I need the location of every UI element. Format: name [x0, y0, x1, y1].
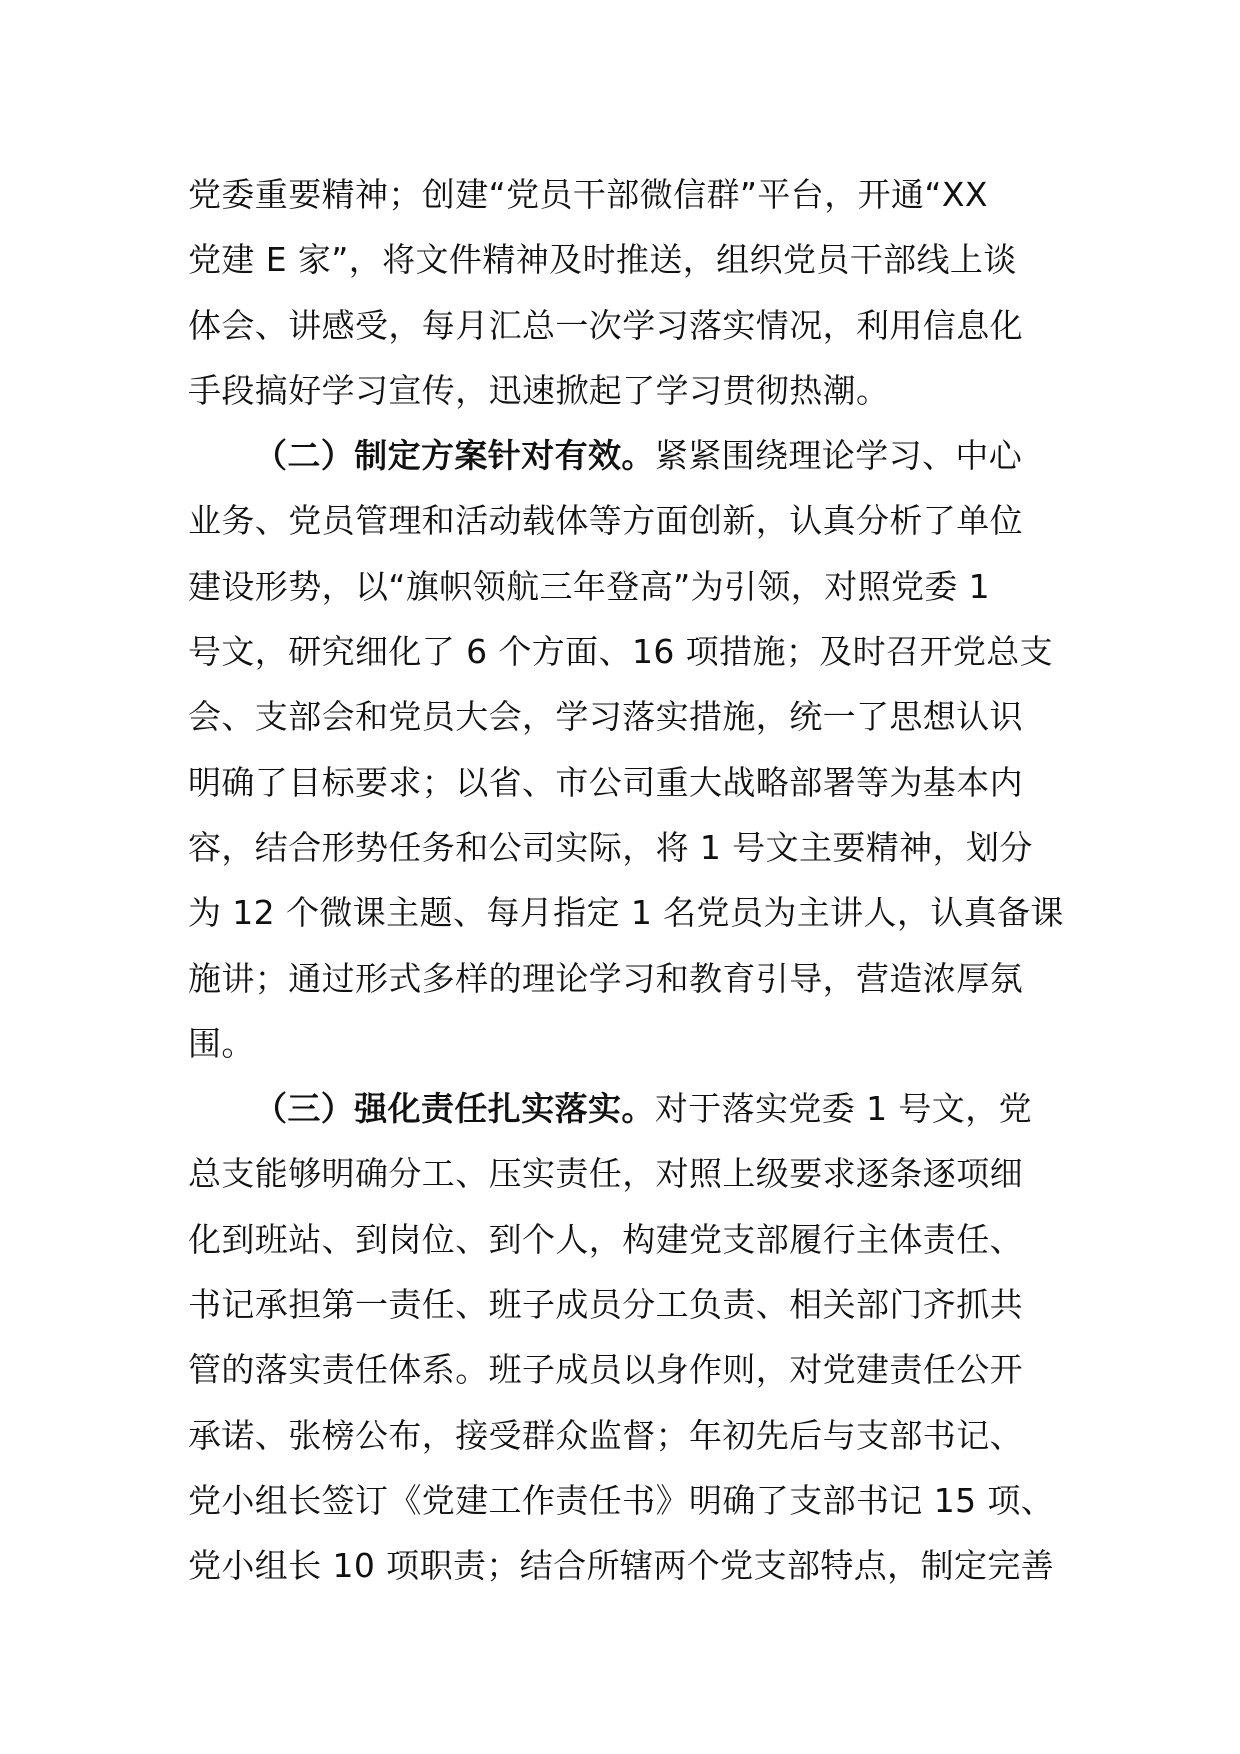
section3-line: 党小组长签订《党建工作责任书》明确了支部书记 15 项、	[188, 1480, 1055, 1520]
section3-first-line	[188, 1076, 1048, 1141]
intro-line: 体会、讲感受，每月汇总一次学习落实情况，利用信息化	[188, 305, 1023, 345]
section2-line: 号文，研究细化了 6 个方面、16 项措施；及时召开党总支	[188, 632, 1054, 672]
section2-first-line-text: 紧紧围绕理论学习、中心	[654, 436, 1023, 476]
intro-line: 党委重要精神；创建“党员干部微信群”平台，开通“XX	[188, 175, 988, 214]
section3-heading: （三）强化责任扎实落实。	[254, 1089, 655, 1129]
section3-line: 管的落实责任体系。班子成员以身作则，对党建责任公开	[188, 1350, 1023, 1390]
section2-heading: （二）制定方案针对有效。	[254, 436, 655, 476]
section3-line: 书记承担第一责任、班子成员分工负责、相关部门齐抓共	[188, 1285, 1023, 1325]
section3-line: 化到班站、到岗位、到个人，构建党支部履行主体责任、	[188, 1219, 1023, 1259]
section3-line: 党小组长 10 项职责；结合所辖两个党支部特点，制定完善	[188, 1546, 1055, 1586]
section3-line: 承诺、张榜公布，接受群众监督；年初先后与支部书记、	[188, 1415, 1023, 1455]
section2-line: 明确了目标要求；以省、市公司重大战略部署等为基本内	[188, 762, 1023, 802]
section3-line: 总支能够明确分工、压实责任，对照上级要求逐条逐项细	[188, 1154, 1023, 1194]
section3-first-line-text: 对于落实党委 1 号文，党	[654, 1089, 1032, 1129]
intro-line: 党建 E 家”，将文件精神及时推送，组织党员干部线上谈	[188, 240, 1017, 280]
section2-line: 围。	[188, 1023, 255, 1063]
section2-first-line	[188, 423, 1048, 488]
intro-line: 手段搞好学习宣传，迅速掀起了学习贯彻热潮。	[188, 370, 890, 410]
section2-line: 会、支部会和党员大会，学习落实措施，统一了思想认识	[188, 697, 1023, 737]
section2-line: 建设形势，以“旗帜领航三年登高”为引领，对照党委 1	[188, 566, 991, 606]
section2-line: 为 12 个微课主题、每月指定 1 名党员为主讲人，认真备课	[188, 893, 1064, 933]
section2-line: 业务、党员管理和活动载体等方面创新，认真分析了单位	[188, 501, 1023, 541]
document-body	[188, 162, 1064, 1599]
section2-line: 容，结合形势任务和公司实际，将 1 号文主要精神，划分	[188, 827, 1033, 867]
section2-line: 施讲；通过形式多样的理论学习和教育引导，营造浓厚氛	[188, 958, 1023, 998]
